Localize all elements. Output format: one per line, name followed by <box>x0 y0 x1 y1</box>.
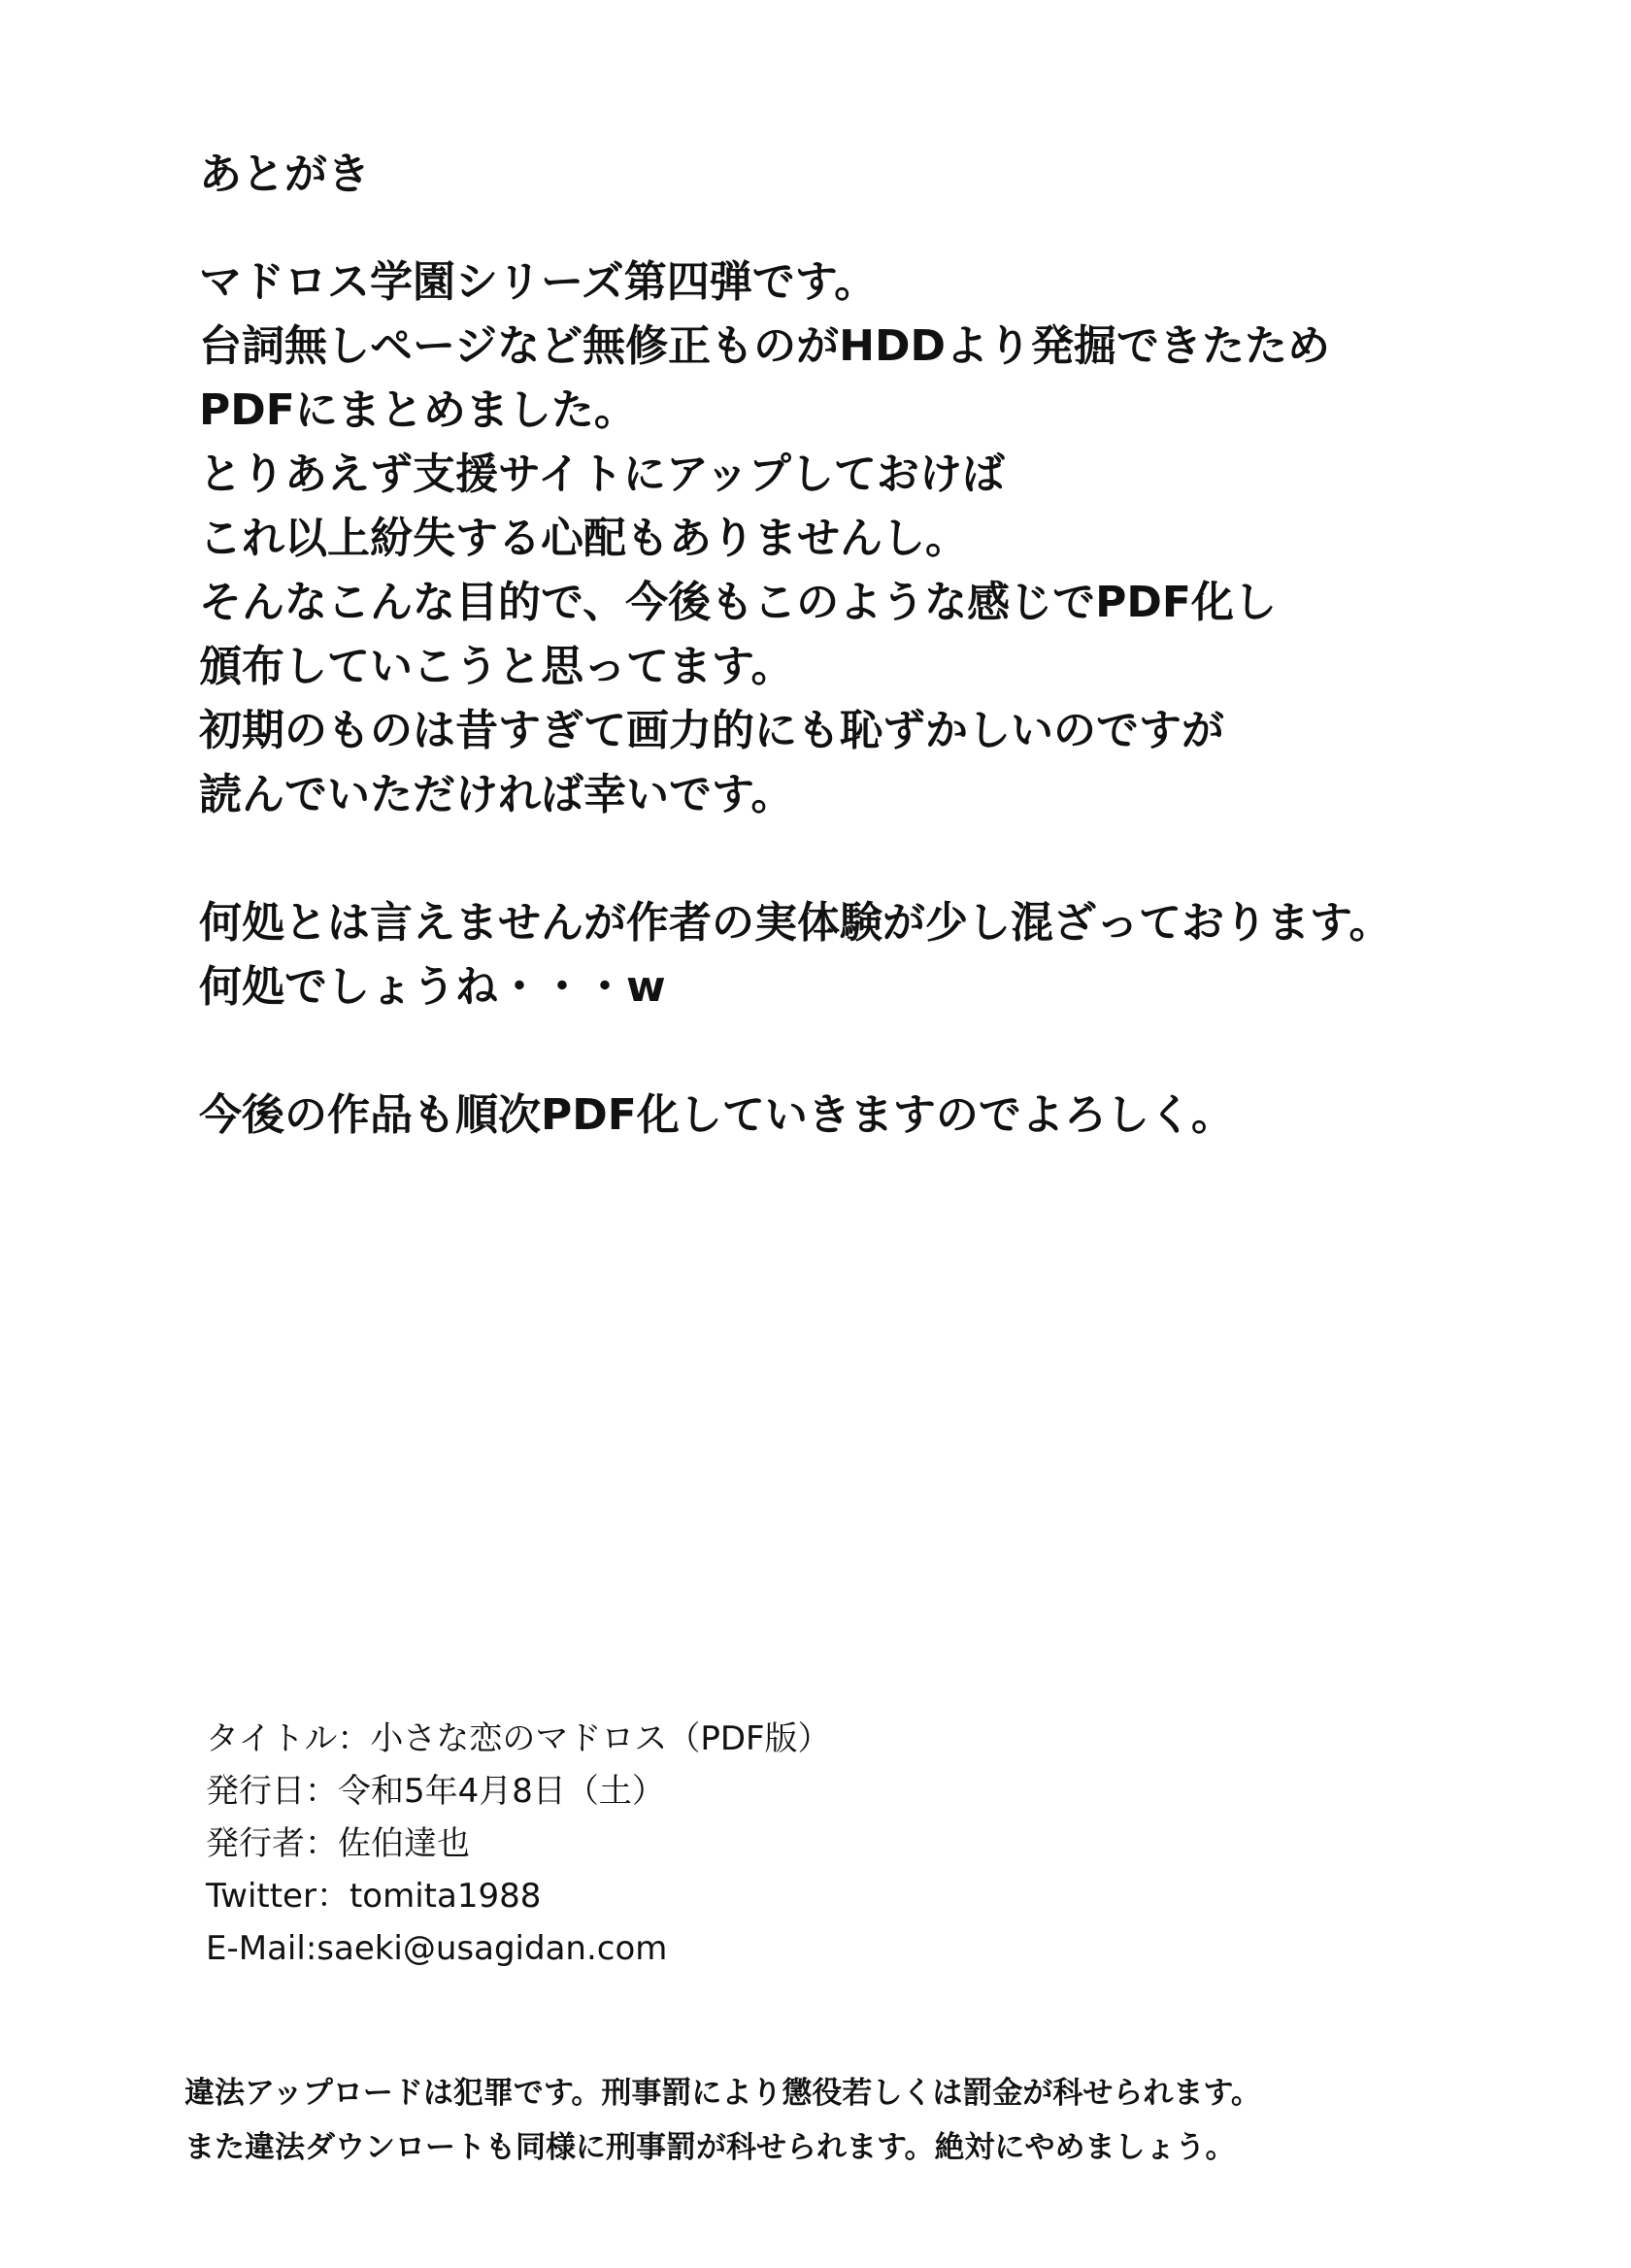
legal-warning <box>184 2066 1602 2175</box>
paragraph-gap <box>199 1019 1578 1084</box>
paragraph-gap <box>199 827 1578 891</box>
afterword-line: とりあえず支援サイトにアップしておけば <box>199 450 1005 499</box>
afterword-line: PDFにまとめました。 <box>199 385 637 435</box>
afterword-line: 台詞無しページなど無修正ものがHDDより発掘できたため <box>199 321 1330 371</box>
afterword-body <box>199 250 1578 1148</box>
afterword-line: 初期のものは昔すぎて画力的にも恥ずかしいのですが <box>199 706 1224 755</box>
colophon-title: タイトル：小さな恋のマドロス（PDF版） <box>206 1719 831 1758</box>
afterword-line: 頒布していこうと思ってます。 <box>199 642 794 691</box>
afterword-line: 何処とは言えませんが作者の実体験が少し混ざっております。 <box>199 898 1392 948</box>
colophon-date: 発行日：令和5年4月8日（土） <box>206 1772 665 1811</box>
afterword-line: 読んでいただければ幸いです。 <box>199 770 794 819</box>
afterword-heading: あとがき <box>199 150 370 199</box>
colophon-twitter: Twitter：tomita1988 <box>206 1877 542 1916</box>
colophon-publisher: 発行者：佐伯達也 <box>206 1824 470 1863</box>
colophon-email: E-Mail:saeki@usagidan.com <box>206 1929 668 1968</box>
afterword-line: 何処でしょうね・・・w <box>199 962 666 1012</box>
afterword-line: マドロス学園シリーズ第四弾です。 <box>199 257 878 307</box>
warning-line: また違法ダウンロートも同様に刑事罰が科せられます。絶対にやめましょう。 <box>184 2130 1236 2165</box>
afterword-line: これ以上紛失する心配もありませんし。 <box>199 514 968 563</box>
afterword-line: そんなこんな目的で、今後もこのような感じでPDF化し <box>199 578 1277 627</box>
warning-line: 違法アップロードは犯罪です。刑事罰により懲役若しくは罰金が科せられます。 <box>184 2076 1261 2111</box>
colophon <box>206 1713 1177 1975</box>
afterword-line: 今後の作品も順次PDF化していきますのでよろしく。 <box>199 1090 1234 1140</box>
